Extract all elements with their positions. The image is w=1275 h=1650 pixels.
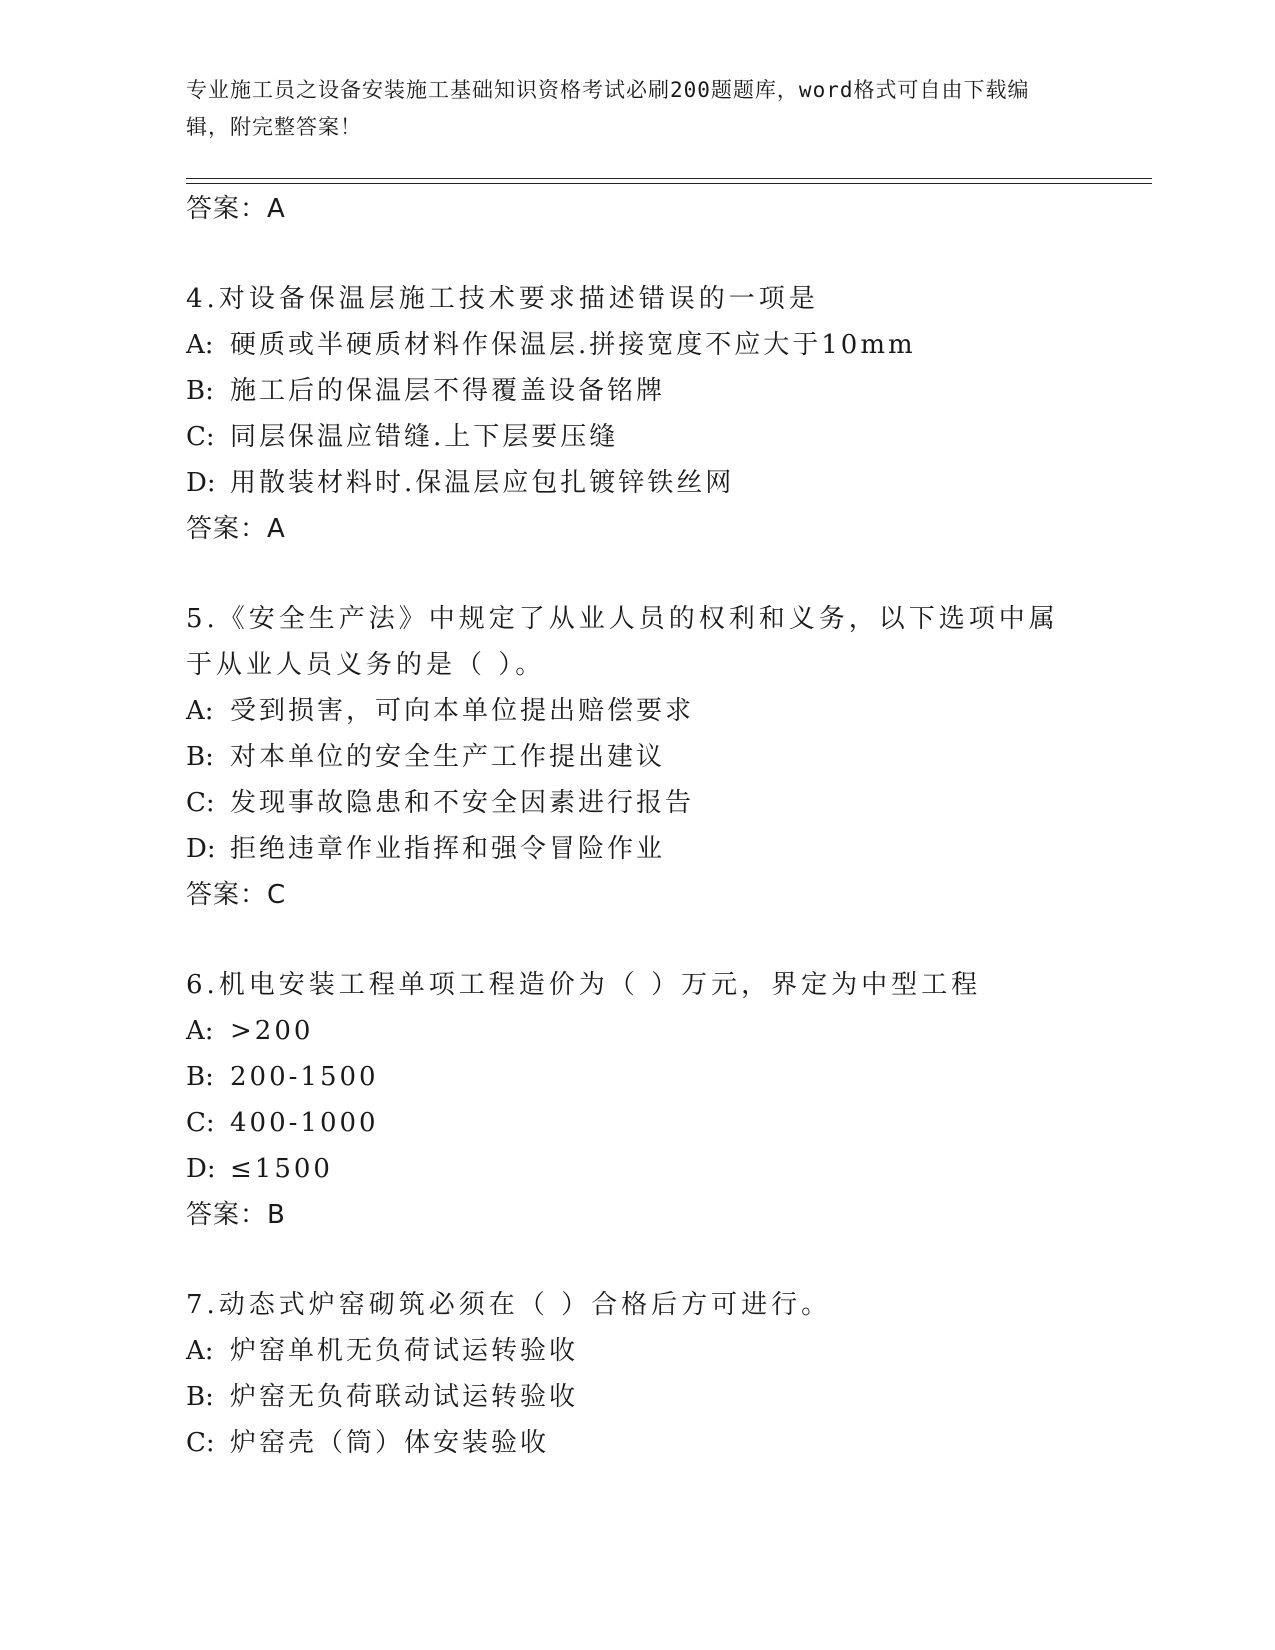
question-list (186, 186, 1086, 1466)
option-text: 200-1500 (230, 1062, 379, 1092)
option-d (186, 460, 1086, 506)
option-c (186, 1420, 1086, 1466)
option-text: 发现事故隐患和不安全因素进行报告 (230, 788, 695, 818)
option-letter: A: (186, 696, 214, 726)
option-c (186, 1100, 1086, 1146)
option-a (186, 322, 1086, 368)
option-text: >200 (230, 1016, 314, 1046)
option-letter: C: (186, 422, 215, 452)
option-letter: C: (186, 788, 215, 818)
option-a (186, 1328, 1086, 1374)
question-stem: 4.对设备保温层施工技术要求描述错误的一项是 (186, 284, 819, 314)
option-text: 同层保温应错缝.上下层要压缝 (230, 422, 619, 452)
answer-line: 答案：A (186, 514, 286, 544)
header-divider-top (186, 178, 1152, 179)
spacer (186, 918, 1086, 962)
option-letter: B: (186, 376, 214, 406)
option-letter: D: (186, 1154, 216, 1184)
option-c (186, 780, 1086, 826)
option-letter: D: (186, 834, 216, 864)
option-text: 受到损害，可向本单位提出赔偿要求 (230, 696, 695, 726)
option-text: ≤1500 (230, 1154, 333, 1184)
option-b (186, 1054, 1086, 1100)
option-text: 施工后的保温层不得覆盖设备铭牌 (230, 376, 666, 406)
spacer (186, 552, 1086, 596)
header-divider-bottom (186, 183, 1152, 184)
option-d (186, 1146, 1086, 1192)
option-b (186, 734, 1086, 780)
option-letter: A: (186, 1016, 214, 1046)
option-a (186, 688, 1086, 734)
option-text: 炉窑无负荷联动试运转验收 (230, 1382, 579, 1412)
question-item (186, 962, 1086, 1238)
answer-line: 答案：A (186, 194, 286, 224)
option-letter: B: (186, 1062, 214, 1092)
question-stem: 7.动态式炉窑砌筑必须在（ ）合格后方可进行。 (186, 1290, 832, 1320)
option-c (186, 414, 1086, 460)
option-d (186, 826, 1086, 872)
option-text: 炉窑壳（筒）体安装验收 (230, 1428, 550, 1458)
option-text: 炉窑单机无负荷试运转验收 (230, 1336, 579, 1366)
option-letter: A: (186, 1336, 214, 1366)
spacer (186, 232, 1086, 276)
option-b (186, 368, 1086, 414)
question-item (186, 596, 1086, 918)
option-letter: A: (186, 330, 214, 360)
option-text: 用散装材料时.保温层应包扎镀锌铁丝网 (230, 468, 735, 498)
option-letter: C: (186, 1428, 215, 1458)
option-b (186, 1374, 1086, 1420)
option-text: 400-1000 (230, 1108, 379, 1138)
option-letter: D: (186, 468, 216, 498)
question-stem: 5.《安全生产法》中规定了从业人员的权利和义务，以下选项中属于从业人员义务的是（ ）。 (186, 604, 1059, 680)
option-text: 拒绝违章作业指挥和强令冒险作业 (230, 834, 666, 864)
question-stem: 6.机电安装工程单项工程造价为（ ）万元，界定为中型工程 (186, 970, 982, 1000)
document-header: 专业施工员之设备安装施工基础知识资格考试必刷200题题库，word格式可自由下载编辑，附完整答案！ (186, 78, 1030, 139)
option-letter: B: (186, 1382, 214, 1412)
spacer (186, 1238, 1086, 1282)
option-a (186, 1008, 1086, 1054)
answer-line: 答案：C (186, 880, 287, 910)
option-text: 硬质或半硬质材料作保温层.拼接宽度不应大于10mm (230, 330, 916, 360)
question-item (186, 276, 1086, 552)
option-letter: B: (186, 742, 214, 772)
answer-line: 答案：B (186, 1200, 286, 1230)
question-item (186, 1282, 1086, 1466)
option-letter: C: (186, 1108, 215, 1138)
option-text: 对本单位的安全生产工作提出建议 (230, 742, 666, 772)
